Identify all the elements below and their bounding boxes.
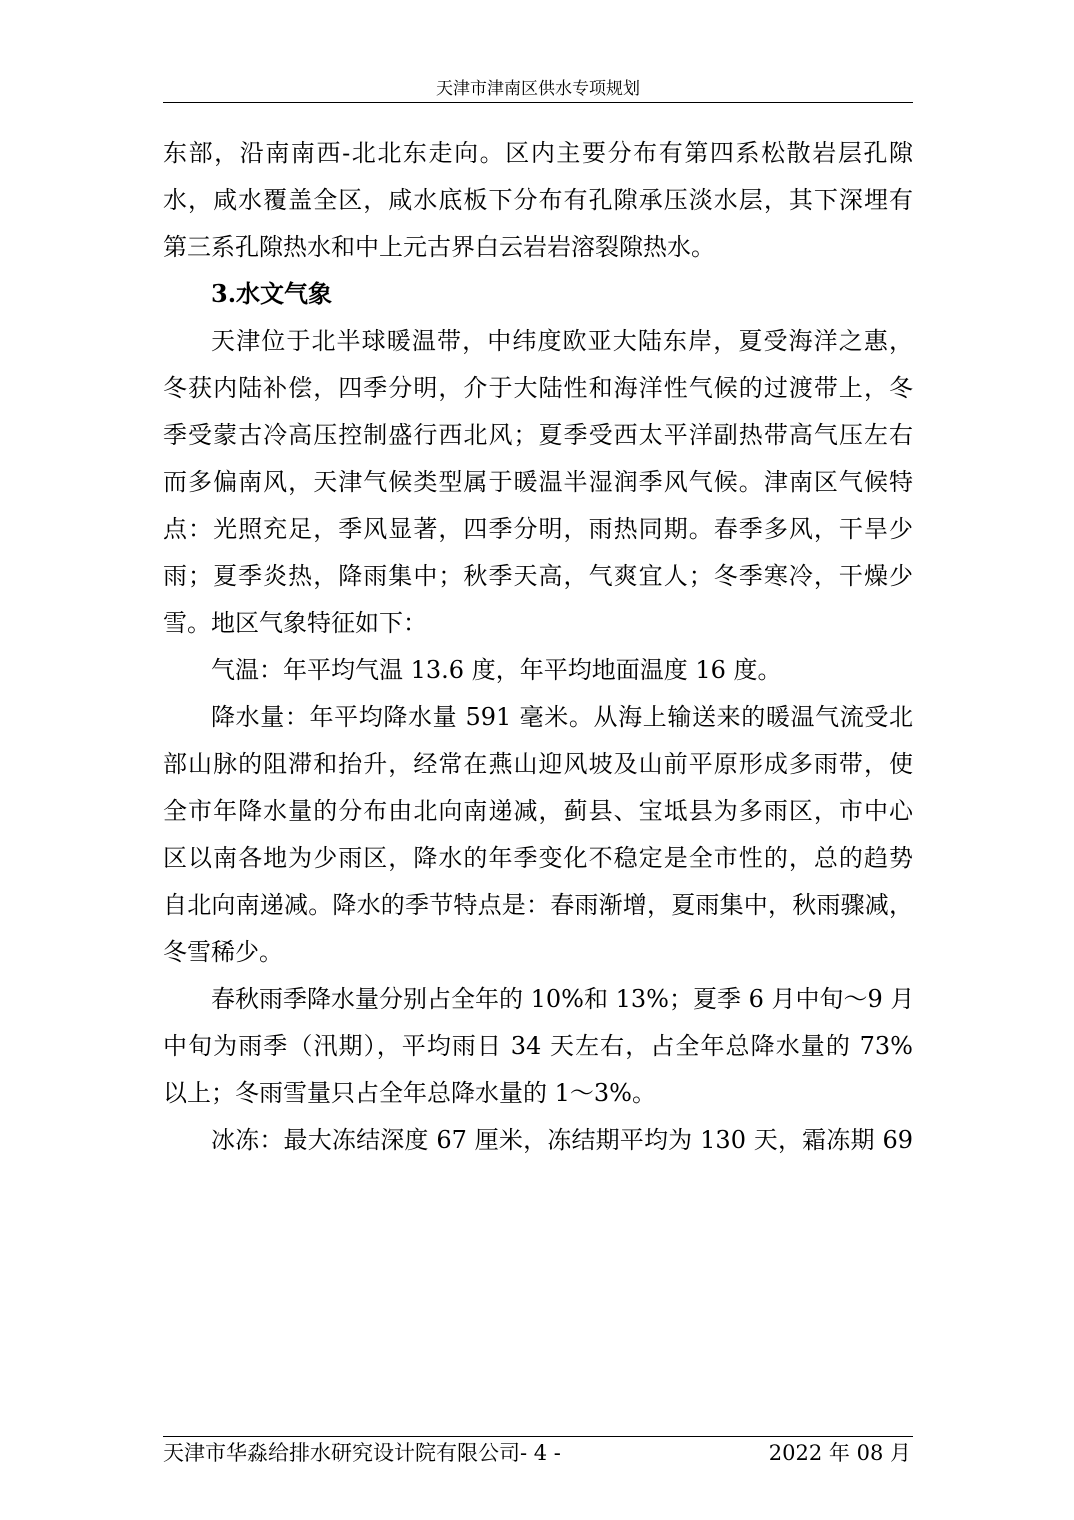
paragraph-line: 冬雪稀少。 — [163, 938, 283, 966]
paragraph-line: 水，咸水覆盖全区，咸水底板下分布有孔隙承压淡水层，其下深埋有 — [163, 186, 913, 214]
paragraph-line: 东部，沿南南西-北北东走向。区内主要分布有第四系松散岩层孔隙 — [163, 139, 913, 167]
paragraph-line: 而多偏南风，天津气候类型属于暖温半湿润季风气候。津南区气候特 — [163, 468, 913, 496]
paragraph-line: 中旬为雨季（汛期），平均雨日 34 天左右，占全年总降水量的 73% — [163, 1032, 913, 1060]
header-divider — [163, 102, 913, 103]
paragraph-line: 雪。地区气象特征如下： — [163, 609, 427, 637]
paragraph-line: 气温：年平均气温 13.6 度，年平均地面温度 16 度。 — [211, 656, 782, 684]
paragraph-line: 雨；夏季炎热，降雨集中；秋季天高，气爽宜人；冬季寒冷，干燥少 — [163, 562, 913, 590]
paragraph-line: 天津位于北半球暖温带，中纬度欧亚大陆东岸，夏受海洋之惠， — [211, 327, 913, 355]
paragraph-line: 冬获内陆补偿，四季分明，介于大陆性和海洋性气候的过渡带上，冬 — [163, 374, 913, 402]
body-text — [163, 138, 913, 1172]
page-header-title: 天津市津南区供水专项规划 — [436, 79, 640, 99]
paragraph-line: 以上；冬雨雪量只占全年总降水量的 1～3%。 — [163, 1079, 656, 1107]
paragraph-line: 降水量：年平均降水量 591 毫米。从海上输送来的暖温气流受北 — [211, 703, 913, 731]
footer-date: 2022 年 08 月 — [768, 1441, 911, 1465]
paragraph-line: 冰冻：最大冻结深度 67 厘米，冻结期平均为 130 天，霜冻期 69 — [211, 1126, 913, 1154]
paragraph-line: 自北向南递减。降水的季节特点是：春雨渐增，夏雨集中，秋雨骤减， — [163, 891, 913, 919]
paragraph-line: 季受蒙古冷高压控制盛行西北风；夏季受西太平洋副热带高气压左右 — [163, 421, 913, 449]
footer-divider — [163, 1436, 913, 1437]
paragraph-line: 点：光照充足，季风显著，四季分明，雨热同期。春季多风，干旱少 — [163, 515, 913, 543]
paragraph-line: 春秋雨季降水量分别占全年的 10%和 13%；夏季 6 月中旬～9 月 — [211, 985, 915, 1013]
paragraph-line: 全市年降水量的分布由北向南递减，蓟县、宝坻县为多雨区，市中心 — [163, 797, 913, 825]
paragraph-line: 部山脉的阻滞和抬升，经常在燕山迎风坡及山前平原形成多雨带，使 — [163, 750, 913, 778]
paragraph-line: 区以南各地为少雨区，降水的年季变化不稳定是全市性的，总的趋势 — [163, 844, 913, 872]
footer-company-page: 天津市华淼给排水研究设计院有限公司- 4 - — [163, 1441, 561, 1465]
paragraph-line: 第三系孔隙热水和中上元古界白云岩岩溶裂隙热水。 — [163, 233, 715, 261]
section-heading: 3.水文气象 — [211, 279, 333, 308]
